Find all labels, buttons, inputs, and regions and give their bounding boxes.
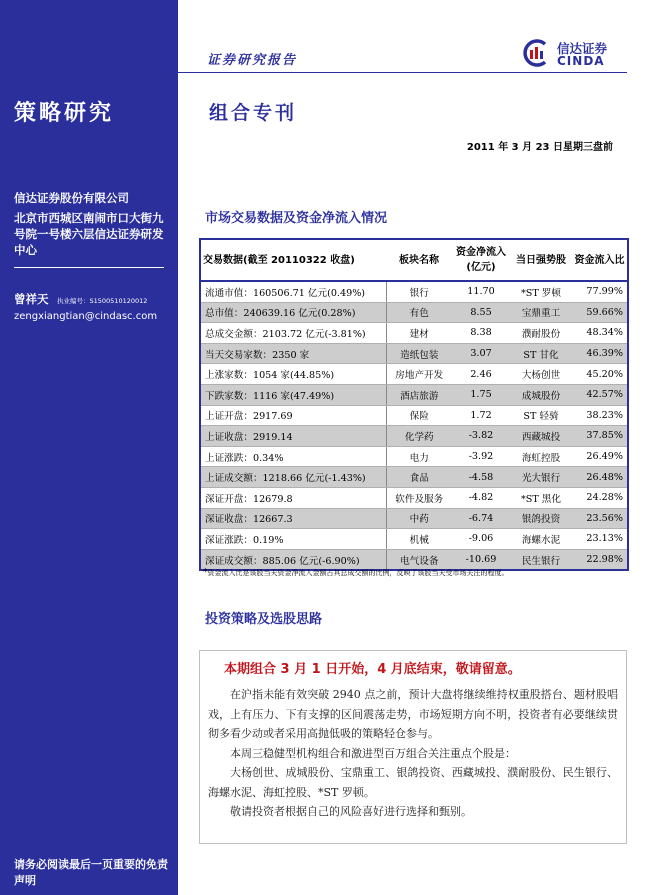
- cell-strong-stock: 濮耐股份: [510, 323, 572, 344]
- table-row: [200, 281, 628, 302]
- analyst-name: 曾祥天: [14, 292, 49, 306]
- table-row: [200, 426, 628, 447]
- cell-net-inflow: -4.58: [452, 467, 510, 488]
- cell-sector-name: 食品: [386, 467, 452, 488]
- cell-market-data: 深证成交额：885.06 亿元(-6.90%): [200, 549, 386, 570]
- table-row: [200, 529, 628, 550]
- cell-market-data: 总市值：240639.16 亿元(0.28%): [200, 302, 386, 323]
- left-sidebar: [0, 0, 178, 895]
- cell-sector-name: 酒店旅游: [386, 384, 452, 405]
- table-footnote: [203, 568, 509, 578]
- cell-net-inflow: 2.46: [452, 364, 510, 385]
- cell-sector-name: 有色: [386, 302, 452, 323]
- table-row: [200, 302, 628, 323]
- cell-sector-name: 中药: [386, 508, 452, 529]
- analyst-info: [14, 291, 147, 307]
- cell-net-inflow: -3.92: [452, 446, 510, 467]
- table-row: [200, 384, 628, 405]
- cell-inflow-ratio: 37.85%: [572, 426, 628, 447]
- market-data-table: [199, 238, 627, 571]
- col-header-inflow: 资金净流入(亿元): [452, 239, 510, 281]
- cell-net-inflow: -9.06: [452, 529, 510, 550]
- cell-market-data: 总成交金额：2103.72 亿元(-3.81%): [200, 323, 386, 344]
- report-date: 2011 年 3 月 23 日星期三盘前: [466, 142, 613, 153]
- table-row: [200, 446, 628, 467]
- cell-strong-stock: *ST 黑化: [510, 487, 572, 508]
- cinda-logo: [521, 36, 621, 70]
- cell-net-inflow: -4.82: [452, 487, 510, 508]
- table-row: [200, 487, 628, 508]
- cell-sector-name: 房地产开发: [386, 364, 452, 385]
- strategy-box: [199, 650, 627, 844]
- sidebar-title: 策略研究: [14, 100, 115, 126]
- cell-inflow-ratio: 38.23%: [572, 405, 628, 426]
- cell-sector-name: 电气设备: [386, 549, 452, 570]
- portfolio-notice: 本期组合 3 月 1 日开始，4 月底结束，敬请留意。: [224, 662, 521, 677]
- cell-strong-stock: 银鸽投资: [510, 508, 572, 529]
- cell-strong-stock: ST 轻骑: [510, 405, 572, 426]
- cell-net-inflow: -10.69: [452, 549, 510, 570]
- cell-sector-name: 软件及服务: [386, 487, 452, 508]
- table-row: [200, 405, 628, 426]
- cell-net-inflow: 1.75: [452, 384, 510, 405]
- cell-sector-name: 保险: [386, 405, 452, 426]
- cell-net-inflow: -3.82: [452, 426, 510, 447]
- cell-strong-stock: 西藏城投: [510, 426, 572, 447]
- strategy-section-heading: 投资策略及选股思路: [205, 612, 323, 627]
- cell-strong-stock: 成城股份: [510, 384, 572, 405]
- cell-sector-name: 电力: [386, 446, 452, 467]
- cell-inflow-ratio: 59.66%: [572, 302, 628, 323]
- cell-strong-stock: 民生银行: [510, 549, 572, 570]
- cell-net-inflow: -6.74: [452, 508, 510, 529]
- col-header-stock: 当日强势股: [510, 239, 572, 281]
- cell-inflow-ratio: 46.39%: [572, 343, 628, 364]
- header-rule: [178, 72, 627, 73]
- cell-inflow-ratio: 45.20%: [572, 364, 628, 385]
- cell-sector-name: 化学药: [386, 426, 452, 447]
- cell-strong-stock: 光大银行: [510, 467, 572, 488]
- cell-net-inflow: 11.70: [452, 281, 510, 302]
- cell-market-data: 上证涨跌：0.34%: [200, 446, 386, 467]
- cell-net-inflow: 1.72: [452, 405, 510, 426]
- table-row: [200, 508, 628, 529]
- strategy-paragraph: 本周三稳健型机构组合和激进型百万组合关注重点个股是：: [230, 746, 516, 760]
- market-section-heading: 市场交易数据及资金净流入情况: [205, 211, 388, 226]
- cell-inflow-ratio: 26.48%: [572, 467, 628, 488]
- table-row: [200, 323, 628, 344]
- cell-market-data: 流通市值：160506.71 亿元(0.49%): [200, 281, 386, 302]
- table-row: [200, 467, 628, 488]
- cell-market-data: 上证成交额：1218.66 亿元(-1.43%): [200, 467, 386, 488]
- strategy-paragraph: 在沪指未能有效突破 2940 点之前，预计大盘将继续维持权重股搭台、题材股唱戏，上有压力、下有支撑的区间震荡走势，市场短期方向不明，投资者有必要继续贯彻多看少动或者采用高抛低吸的策略轻仓参与。: [208, 688, 618, 740]
- cell-inflow-ratio: 22.98%: [572, 549, 628, 570]
- sidebar-divider: [14, 267, 164, 268]
- license-label: 执业编号：: [57, 297, 90, 305]
- cell-market-data: 下跌家数：1116 家(47.49%): [200, 384, 386, 405]
- table-row: [200, 343, 628, 364]
- cell-inflow-ratio: 42.57%: [572, 384, 628, 405]
- disclaimer-notice[interactable]: 请务必阅读最后一页重要的免责声明: [14, 858, 168, 887]
- cell-inflow-ratio: 24.28%: [572, 487, 628, 508]
- company-address: 北京市西城区南闹市口大街九号院一号楼六层信达证券研发中心: [14, 211, 164, 257]
- cell-strong-stock: *ST 罗顿: [510, 281, 572, 302]
- report-type: 证券研究报告: [207, 53, 298, 68]
- cell-sector-name: 建材: [386, 323, 452, 344]
- cell-inflow-ratio: 77.99%: [572, 281, 628, 302]
- cell-inflow-ratio: 48.34%: [572, 323, 628, 344]
- cell-market-data: 深证涨跌：0.19%: [200, 529, 386, 550]
- cell-strong-stock: 宝鼎重工: [510, 302, 572, 323]
- analyst-email[interactable]: zengxiangtian@cindasc.com: [14, 311, 158, 322]
- cell-net-inflow: 8.55: [452, 302, 510, 323]
- col-header-market: 交易数据(截至 20110322 收盘): [200, 239, 386, 281]
- cell-market-data: 上涨家数：1054 家(44.85%): [200, 364, 386, 385]
- strategy-paragraph: 大杨创世、成城股份、宝鼎重工、银鸽投资、西藏城投、濮耐股份、民生银行、海螺水泥、海虹控股、*ST 罗顿。: [208, 766, 618, 799]
- footnote-marker: *: [203, 568, 208, 578]
- cell-strong-stock: 大杨创世: [510, 364, 572, 385]
- cell-market-data: 上证收盘：2919.14: [200, 426, 386, 447]
- logo-text-en: CINDA: [557, 54, 605, 68]
- cell-sector-name: 造纸包装: [386, 343, 452, 364]
- cell-strong-stock: ST 甘化: [510, 343, 572, 364]
- cell-net-inflow: 3.07: [452, 343, 510, 364]
- cell-market-data: 上证开盘：2917.69: [200, 405, 386, 426]
- table-header-row: [200, 239, 628, 281]
- cell-strong-stock: 海虹控股: [510, 446, 572, 467]
- cell-net-inflow: 8.38: [452, 323, 510, 344]
- cell-market-data: 深证开盘：12679.8: [200, 487, 386, 508]
- cinda-logo-icon: [521, 38, 553, 68]
- license-number: S1500510120012: [89, 297, 148, 305]
- logo-text-cn: 信达证券: [557, 41, 608, 56]
- col-header-sector: 板块名称: [386, 239, 452, 281]
- strategy-body: [208, 685, 618, 822]
- footnote-text: 资金流入比是该股当天资金净流入金额占其总成交额的比例，反映了该股当天受市场关注的程度。: [207, 569, 509, 577]
- cell-inflow-ratio: 26.49%: [572, 446, 628, 467]
- table-row: [200, 364, 628, 385]
- cell-market-data: 深证收盘：12667.3: [200, 508, 386, 529]
- cell-market-data: 当天交易家数：2350 家: [200, 343, 386, 364]
- page-title: 组合专刊: [209, 102, 298, 124]
- cell-inflow-ratio: 23.56%: [572, 508, 628, 529]
- cell-strong-stock: 海螺水泥: [510, 529, 572, 550]
- strategy-paragraph: 敬请投资者根据自己的风险喜好进行选择和甄别。: [230, 805, 472, 818]
- cell-inflow-ratio: 23.13%: [572, 529, 628, 550]
- cell-sector-name: 机械: [386, 529, 452, 550]
- cell-sector-name: 银行: [386, 281, 452, 302]
- col-header-ratio: 资金流入比: [572, 239, 628, 281]
- company-name: 信达证券股份有限公司: [14, 191, 129, 205]
